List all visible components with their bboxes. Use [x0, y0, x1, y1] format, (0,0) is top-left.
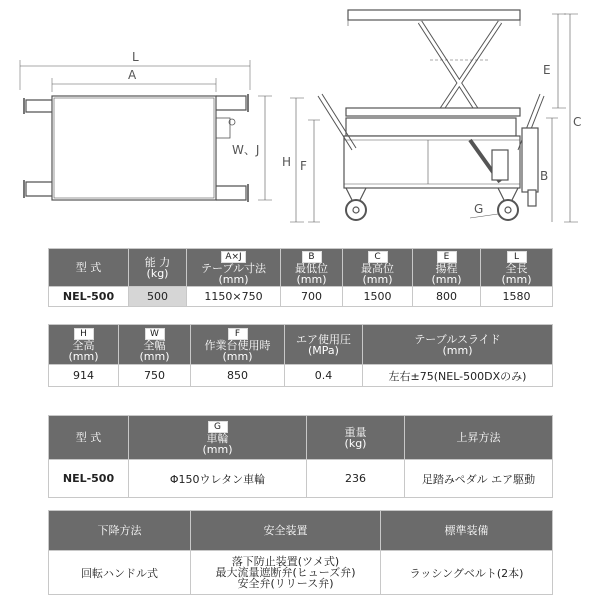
cell-lift: 800 [413, 287, 481, 307]
safety-item: 落下防止装置(ツメ式) [231, 555, 340, 568]
dim-label-A: A [128, 68, 137, 82]
header-standard-equipment: 標準装備 [381, 511, 553, 551]
header-highest: C 最高位 (mm) [343, 249, 413, 287]
side-view [290, 10, 578, 222]
spec-table-1 [48, 248, 553, 307]
cell-model: NEL-500 [49, 287, 129, 307]
dim-label-WJ: W、J [232, 143, 260, 157]
top-view [20, 60, 272, 202]
dim-label-G: G [474, 202, 484, 216]
safety-item: 安全弁(リリース弁) [237, 577, 334, 590]
cell-standard-equipment: ラッシングベルト(2本) [381, 551, 553, 595]
cell-capacity: 500 [129, 287, 187, 307]
header-capacity: 能 力 (kg) [129, 249, 187, 287]
dim-label-H: H [282, 155, 292, 169]
header-total-height: H 全高 (mm) [49, 325, 119, 365]
cell-table-slide: 左右±75(NEL-500DXのみ) [363, 365, 553, 387]
header-weight: 重量 (kg) [307, 416, 405, 460]
header-lowest: B 最低位 (mm) [281, 249, 343, 287]
header-safety-device: 安全装置 [191, 511, 381, 551]
header-lift: E 揚程 (mm) [413, 249, 481, 287]
dim-label-E: E [543, 63, 551, 77]
header-model-2: 型 式 [49, 416, 129, 460]
dim-label-L: L [132, 50, 139, 64]
header-model: 型 式 [49, 249, 129, 287]
safety-item: 最大流量遮断弁(ヒューズ弁) [215, 566, 356, 579]
spec-table-2 [48, 324, 553, 387]
cell-highest: 1500 [343, 287, 413, 307]
header-table-size: A×J テーブル寸法 (mm) [187, 249, 281, 287]
cell-lowest: 700 [281, 287, 343, 307]
cell-raise-method: 足踏みペダル エア駆動 [405, 460, 553, 498]
cell-wheel: Φ150ウレタン車輪 [129, 460, 307, 498]
cell-weight: 236 [307, 460, 405, 498]
technical-drawing [0, 0, 600, 235]
header-table-slide: テーブルスライド (mm) [363, 325, 553, 365]
header-lowering-method: 下降方法 [49, 511, 191, 551]
spec-table-3 [48, 415, 553, 498]
cell-total-width: 750 [119, 365, 191, 387]
cell-table-size: 1150×750 [187, 287, 281, 307]
header-length: L 全長 (mm) [481, 249, 553, 287]
dim-label-F: F [300, 159, 307, 173]
header-air-pressure: エア使用圧 (MPa) [285, 325, 363, 365]
cell-length: 1580 [481, 287, 553, 307]
cell-safety-device [191, 551, 381, 595]
cell-model-2: NEL-500 [49, 460, 129, 498]
cell-work-height: 850 [191, 365, 285, 387]
dim-label-C: C [573, 115, 582, 129]
cell-lowering-method: 回転ハンドル式 [49, 551, 191, 595]
header-wheel: G 車輪 (mm) [129, 416, 307, 460]
spec-table-4 [48, 510, 553, 595]
cell-total-height: 914 [49, 365, 119, 387]
cell-air-pressure: 0.4 [285, 365, 363, 387]
dim-label-B: B [540, 169, 549, 183]
header-raise-method: 上昇方法 [405, 416, 553, 460]
header-work-height: F 作業台使用時 (mm) [191, 325, 285, 365]
header-total-width: W 全幅 (mm) [119, 325, 191, 365]
